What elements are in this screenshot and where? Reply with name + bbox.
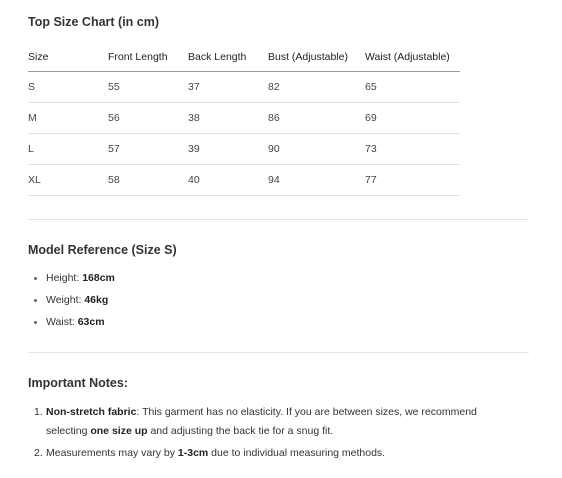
- cell-size: M: [28, 103, 108, 134]
- bullet-icon: [34, 321, 37, 324]
- cell-size: L: [28, 134, 108, 165]
- list-item: [28, 292, 115, 314]
- table-row: [28, 165, 460, 196]
- section-divider: [28, 352, 529, 353]
- column-header-bust: Bust (Adjustable): [268, 42, 365, 72]
- table-row: [28, 103, 460, 134]
- cell-bust: 90: [268, 134, 365, 165]
- cell-bust: 86: [268, 103, 365, 134]
- model-height-label: Height:: [46, 272, 83, 284]
- section-divider: [28, 219, 529, 220]
- cell-back-length: 37: [188, 72, 268, 103]
- cell-back-length: 40: [188, 165, 268, 196]
- table-row: [28, 72, 460, 103]
- list-item: [28, 314, 115, 336]
- note-number: 2.: [34, 447, 43, 459]
- note-bold: one size up: [90, 425, 148, 437]
- note-text: Measurements may vary by: [46, 447, 178, 459]
- table-header-row: [28, 42, 460, 72]
- size-chart-title: Top Size Chart (in cm): [28, 15, 160, 29]
- list-item: [28, 270, 115, 292]
- model-waist-label: Waist:: [46, 316, 78, 328]
- cell-front-length: 57: [108, 134, 188, 165]
- bullet-icon: [34, 299, 37, 302]
- cell-front-length: 55: [108, 72, 188, 103]
- model-reference-list: [28, 270, 115, 336]
- model-weight-label: Weight:: [46, 294, 85, 306]
- note-text: and adjusting the back tie for a snug fit.: [147, 425, 334, 437]
- list-item: [28, 444, 508, 463]
- cell-back-length: 39: [188, 134, 268, 165]
- cell-back-length: 38: [188, 103, 268, 134]
- column-header-back-length: Back Length: [188, 42, 268, 72]
- cell-waist: 69: [365, 103, 460, 134]
- column-header-size: Size: [28, 42, 108, 72]
- cell-waist: 65: [365, 72, 460, 103]
- note-bold: Non-stretch fabric: [46, 406, 137, 418]
- cell-waist: 77: [365, 165, 460, 196]
- list-item: [28, 403, 508, 441]
- note-text: due to individual measuring methods.: [208, 447, 386, 459]
- note-number: 1.: [34, 406, 43, 418]
- model-waist-value: 63cm: [77, 316, 105, 328]
- cell-size: S: [28, 72, 108, 103]
- important-notes-list: [28, 403, 508, 466]
- bullet-icon: [34, 277, 37, 280]
- column-header-waist: Waist (Adjustable): [365, 42, 460, 72]
- model-height-value: 168cm: [82, 272, 115, 284]
- cell-front-length: 58: [108, 165, 188, 196]
- note-text: : This garment has no elasticity. If you are between sizes, we recommend selecting: [46, 406, 477, 437]
- column-header-front-length: Front Length: [108, 42, 188, 72]
- important-notes-title: Important Notes:: [28, 376, 128, 390]
- cell-bust: 94: [268, 165, 365, 196]
- table-row: [28, 134, 460, 165]
- cell-size: XL: [28, 165, 108, 196]
- cell-waist: 73: [365, 134, 460, 165]
- model-weight-value: 46kg: [84, 294, 109, 306]
- note-bold: 1-3cm: [177, 447, 209, 459]
- size-chart-table: [28, 42, 460, 196]
- cell-bust: 82: [268, 72, 365, 103]
- model-reference-title: Model Reference (Size S): [28, 243, 177, 257]
- cell-front-length: 56: [108, 103, 188, 134]
